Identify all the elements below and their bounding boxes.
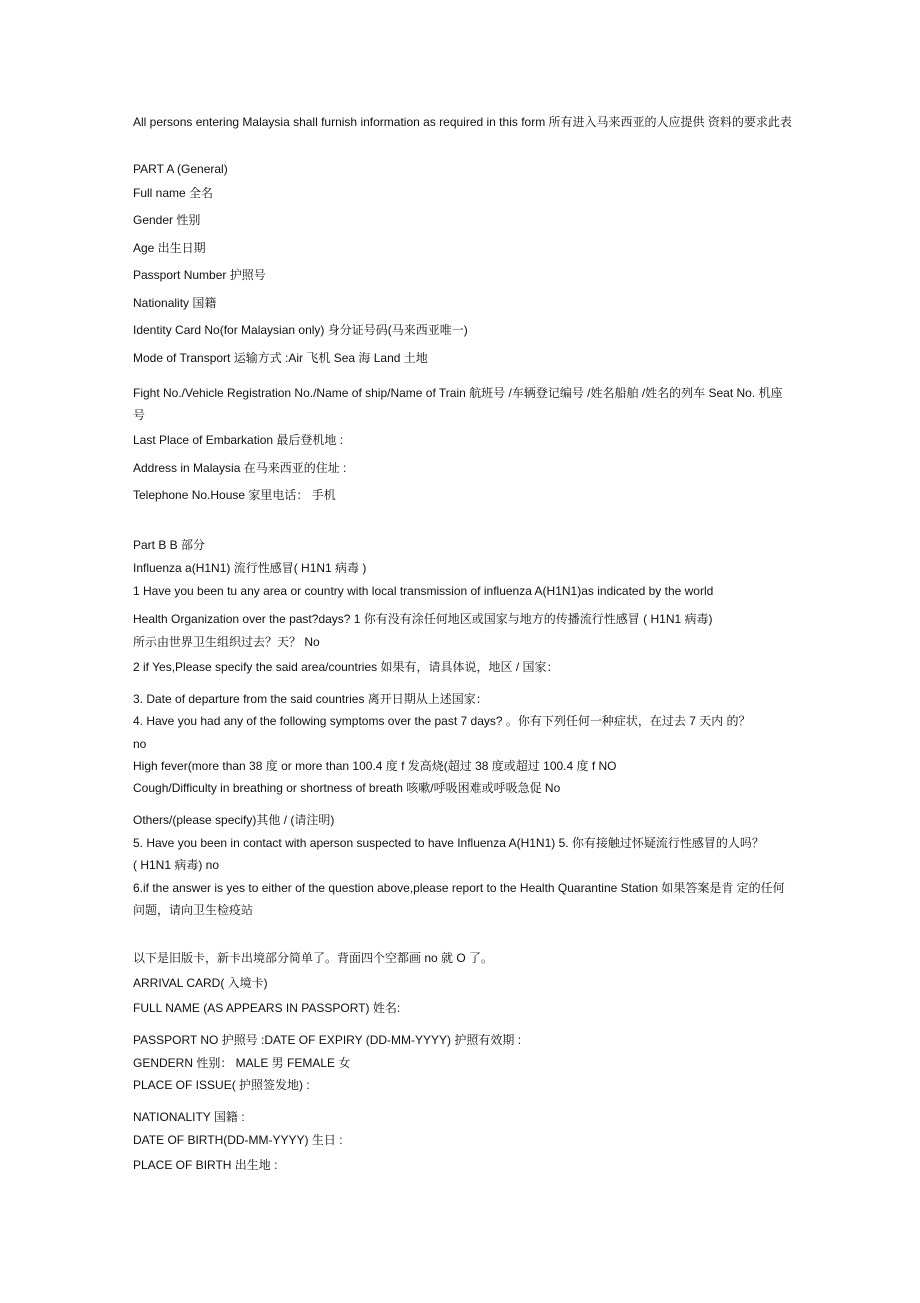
arrival-card-title: ARRIVAL CARD( 入境卡) [133,976,268,990]
age-label: Age 出生日期 [133,241,206,255]
others-symptom: Others/(please specify)其他 / (请注明) [133,813,335,827]
telephone-label: Telephone No.House 家里电话： 手机 [133,488,336,502]
arrival-nationality-label: NATIONALITY 国籍 : [133,1110,245,1124]
place-of-birth-label: PLACE OF BIRTH 出生地 : [133,1158,278,1172]
place-of-issue-label: PLACE OF ISSUE( 护照签发地) : [133,1078,310,1092]
last-place-label: Last Place of Embarkation 最后登机地 : [133,433,344,447]
passport-number-label: Passport Number 护照号 [133,268,266,282]
question-5-line-1: 5. Have you been in contact with aperson suspected to have Influenza A(H1N1) 5. 你有接触过怀疑流行性感冒的人吗？ [133,836,764,850]
question-6: 6.if the answer is yes to either of the question above,please report to the Health Quarantine Station 如果答案是肯 定的任何问题，请向卫生检疫站 [133,881,785,917]
address-label: Address in Malaysia 在马来西亚的住址 : [133,461,347,475]
influenza-heading: Influenza a(H1N1) 流行性感冒( H1N1 病毒 ) [133,561,367,575]
arrival-passport-no-label: PASSPORT NO 护照号 :DATE OF EXPIRY (DD-MM-YYYY) 护照有效期 : [133,1033,522,1047]
high-fever-symptom: High fever(more than 38 度 or more than 100.4 度 f 发高烧(超过 38 度或超过 100.4 度 f NO [133,759,617,773]
question-1-line-1: 1 Have you been tu any area or country with local transmission of influenza A(H1N1)as indicated by the world [133,584,714,598]
part-a-title: PART A (General) [133,162,228,176]
question-1-line-3: 所示由世界卫生组织过去？天？ No [133,635,320,649]
mode-of-transport-label: Mode of Transport 运输方式 :Air 飞机 Sea 海 Land 土地 [133,351,428,365]
question-4-line-1: 4. Have you had any of the following symptoms over the past 7 days? 。你有下列任何一种症状，在过去 7 天内 的？ [133,714,751,728]
date-of-birth-label: DATE OF BIRTH(DD-MM-YYYY) 生日 : [133,1133,343,1147]
old-card-note: 以下是旧版卡，新卡出境部分简单了。背面四个空都画 no 就 O 了。 [133,951,494,965]
flight-no-label: Fight No./Vehicle Registration No./Name of ship/Name of Train 航班号 /车辆登记编号 /姓名船舶 /姓名的列车 Seat No. 机座号 [133,386,783,422]
arrival-full-name-label: FULL NAME (AS APPEARS IN PASSPORT) 姓名: [133,1001,401,1015]
identity-card-label: Identity Card No(for Malaysian only) 身分证号码(马来西亚唯一) [133,323,468,337]
question-4-line-2: no [133,737,147,751]
cough-symptom: Cough/Difficulty in breathing or shortness of breath 咳嗽/呼吸困难或呼吸急促 No [133,781,561,795]
nationality-label: Nationality 国籍 [133,296,217,310]
question-2: 2 if Yes,Please specify the said area/countries 如果有，请具体说，地区 / 国家： [133,660,559,674]
full-name-label: Full name 全名 [133,186,214,200]
question-3: 3. Date of departure from the said countries 离开日期从上述国家： [133,692,488,706]
part-b-title: Part B B 部分 [133,538,206,552]
gender-label: Gender 性别 [133,213,201,227]
intro-text: All persons entering Malaysia shall furnish information as required in this form 所有进入马来西亚的人应提供 资料的要求此表 [133,115,792,129]
arrival-gender-label: GENDERN 性别： MALE 男 FEMALE 女 [133,1056,351,1070]
question-1-line-2: Health Organization over the past?days? 1 你有没有涂任何地区或国家与地方的传播流行性感冒 ( H1N1 病毒) [133,612,713,626]
question-5-line-2: ( H1N1 病毒) no [133,858,220,872]
